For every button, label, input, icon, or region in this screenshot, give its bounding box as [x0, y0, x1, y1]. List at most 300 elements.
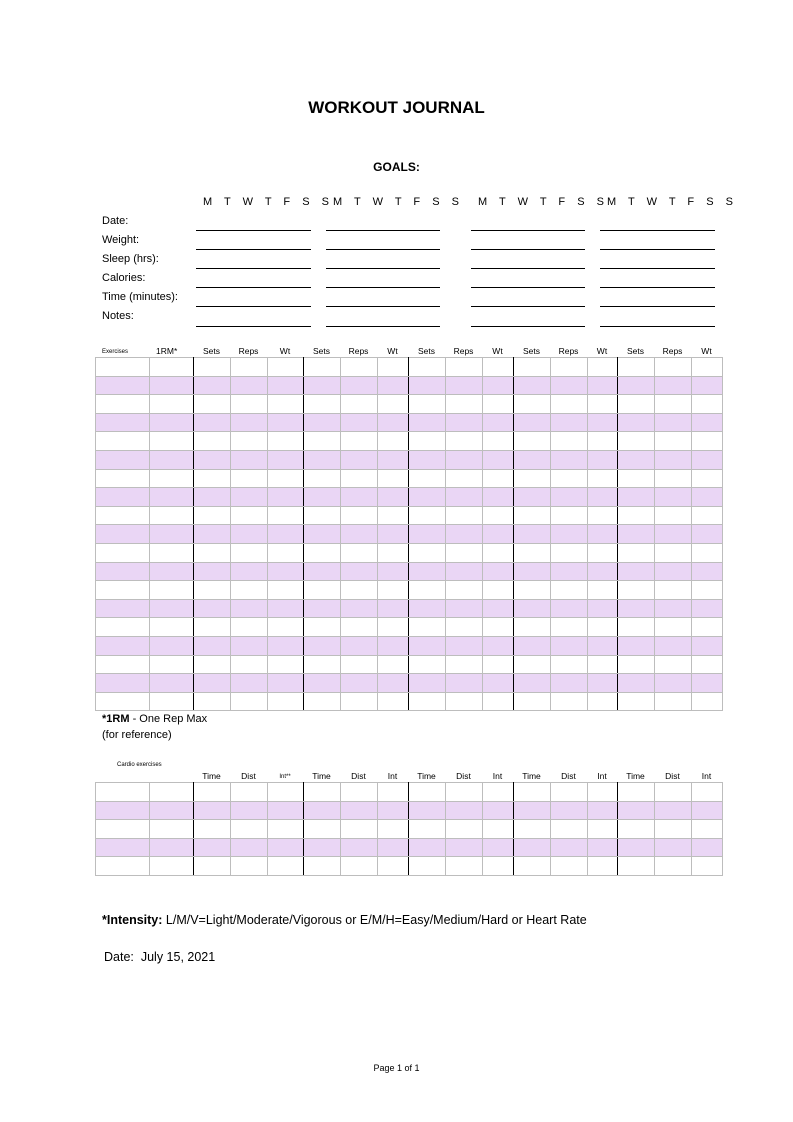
table-cell[interactable]: [551, 562, 588, 581]
table-cell[interactable]: [96, 358, 150, 377]
table-cell[interactable]: [96, 432, 150, 451]
table-cell[interactable]: [304, 358, 341, 377]
table-cell[interactable]: [231, 636, 268, 655]
table-cell[interactable]: [268, 618, 304, 637]
table-cell[interactable]: [483, 692, 514, 711]
table-cell[interactable]: [409, 376, 446, 395]
table-cell[interactable]: [551, 358, 588, 377]
table-cell[interactable]: [655, 838, 692, 857]
table-cell[interactable]: [446, 636, 483, 655]
table-cell[interactable]: [194, 450, 231, 469]
table-cell[interactable]: [514, 636, 551, 655]
table-cell[interactable]: [655, 506, 692, 525]
table-cell[interactable]: [341, 469, 378, 488]
table-cell[interactable]: [378, 432, 409, 451]
table-cell[interactable]: [409, 820, 446, 839]
table-cell[interactable]: [231, 783, 268, 802]
table-cell[interactable]: [409, 395, 446, 414]
table-cell[interactable]: [483, 783, 514, 802]
table-cell[interactable]: [483, 857, 514, 876]
table-cell[interactable]: [655, 783, 692, 802]
table-cell[interactable]: [378, 358, 409, 377]
entry-line[interactable]: [326, 249, 440, 250]
entry-line[interactable]: [600, 326, 715, 327]
table-cell[interactable]: [551, 801, 588, 820]
table-cell[interactable]: [514, 618, 551, 637]
table-cell[interactable]: [378, 599, 409, 618]
table-cell[interactable]: [551, 488, 588, 507]
table-cell[interactable]: [618, 674, 655, 693]
table-cell[interactable]: [446, 376, 483, 395]
table-cell[interactable]: [231, 618, 268, 637]
table-cell[interactable]: [231, 432, 268, 451]
table-cell[interactable]: [96, 469, 150, 488]
table-cell[interactable]: [150, 525, 194, 544]
table-cell[interactable]: [96, 838, 150, 857]
table-cell[interactable]: [618, 801, 655, 820]
table-cell[interactable]: [96, 581, 150, 600]
table-cell[interactable]: [692, 581, 723, 600]
table-cell[interactable]: [194, 801, 231, 820]
table-cell[interactable]: [551, 655, 588, 674]
table-cell[interactable]: [655, 358, 692, 377]
table-cell[interactable]: [692, 413, 723, 432]
table-cell[interactable]: [446, 838, 483, 857]
table-cell[interactable]: [692, 618, 723, 637]
table-cell[interactable]: [150, 857, 194, 876]
table-cell[interactable]: [446, 820, 483, 839]
table-cell[interactable]: [551, 692, 588, 711]
table-cell[interactable]: [588, 674, 618, 693]
table-cell[interactable]: [514, 599, 551, 618]
table-cell[interactable]: [268, 432, 304, 451]
table-cell[interactable]: [692, 469, 723, 488]
table-cell[interactable]: [514, 562, 551, 581]
table-cell[interactable]: [551, 525, 588, 544]
table-cell[interactable]: [588, 692, 618, 711]
table-cell[interactable]: [692, 655, 723, 674]
table-cell[interactable]: [655, 655, 692, 674]
table-cell[interactable]: [378, 543, 409, 562]
table-cell[interactable]: [378, 618, 409, 637]
table-cell[interactable]: [409, 674, 446, 693]
table-cell[interactable]: [618, 562, 655, 581]
table-cell[interactable]: [304, 450, 341, 469]
table-cell[interactable]: [446, 692, 483, 711]
table-cell[interactable]: [655, 543, 692, 562]
table-cell[interactable]: [588, 581, 618, 600]
table-cell[interactable]: [378, 655, 409, 674]
table-cell[interactable]: [446, 857, 483, 876]
table-cell[interactable]: [268, 506, 304, 525]
table-cell[interactable]: [588, 506, 618, 525]
table-cell[interactable]: [692, 543, 723, 562]
table-cell[interactable]: [514, 674, 551, 693]
table-cell[interactable]: [588, 376, 618, 395]
table-cell[interactable]: [378, 581, 409, 600]
table-cell[interactable]: [150, 506, 194, 525]
table-cell[interactable]: [618, 488, 655, 507]
table-cell[interactable]: [378, 692, 409, 711]
table-cell[interactable]: [588, 783, 618, 802]
table-cell[interactable]: [409, 581, 446, 600]
table-cell[interactable]: [268, 581, 304, 600]
table-cell[interactable]: [409, 488, 446, 507]
table-cell[interactable]: [692, 450, 723, 469]
table-cell[interactable]: [231, 469, 268, 488]
table-cell[interactable]: [588, 655, 618, 674]
table-cell[interactable]: [551, 413, 588, 432]
table-cell[interactable]: [551, 618, 588, 637]
table-cell[interactable]: [304, 525, 341, 544]
table-cell[interactable]: [378, 562, 409, 581]
table-cell[interactable]: [409, 562, 446, 581]
table-cell[interactable]: [194, 636, 231, 655]
table-cell[interactable]: [514, 857, 551, 876]
table-cell[interactable]: [304, 432, 341, 451]
table-cell[interactable]: [618, 469, 655, 488]
table-cell[interactable]: [692, 395, 723, 414]
entry-line[interactable]: [196, 326, 311, 327]
table-cell[interactable]: [588, 413, 618, 432]
table-cell[interactable]: [150, 618, 194, 637]
table-cell[interactable]: [341, 358, 378, 377]
table-cell[interactable]: [378, 674, 409, 693]
table-cell[interactable]: [483, 488, 514, 507]
table-cell[interactable]: [692, 525, 723, 544]
table-cell[interactable]: [194, 525, 231, 544]
entry-line[interactable]: [471, 326, 585, 327]
table-cell[interactable]: [378, 857, 409, 876]
table-cell[interactable]: [194, 618, 231, 637]
table-cell[interactable]: [378, 636, 409, 655]
table-cell[interactable]: [231, 581, 268, 600]
table-cell[interactable]: [96, 543, 150, 562]
table-cell[interactable]: [618, 432, 655, 451]
table-cell[interactable]: [514, 395, 551, 414]
entry-line[interactable]: [471, 230, 585, 231]
table-cell[interactable]: [446, 618, 483, 637]
table-cell[interactable]: [96, 801, 150, 820]
table-cell[interactable]: [268, 838, 304, 857]
table-cell[interactable]: [483, 801, 514, 820]
table-cell[interactable]: [341, 525, 378, 544]
table-cell[interactable]: [446, 469, 483, 488]
table-cell[interactable]: [409, 692, 446, 711]
table-cell[interactable]: [446, 801, 483, 820]
table-cell[interactable]: [194, 376, 231, 395]
table-cell[interactable]: [446, 358, 483, 377]
table-cell[interactable]: [618, 581, 655, 600]
table-cell[interactable]: [483, 506, 514, 525]
table-cell[interactable]: [268, 488, 304, 507]
table-cell[interactable]: [655, 395, 692, 414]
table-cell[interactable]: [268, 820, 304, 839]
entry-line[interactable]: [600, 249, 715, 250]
table-cell[interactable]: [483, 599, 514, 618]
table-cell[interactable]: [514, 525, 551, 544]
table-cell[interactable]: [514, 432, 551, 451]
table-cell[interactable]: [409, 506, 446, 525]
table-cell[interactable]: [341, 432, 378, 451]
table-cell[interactable]: [446, 562, 483, 581]
table-cell[interactable]: [588, 358, 618, 377]
table-cell[interactable]: [378, 783, 409, 802]
table-cell[interactable]: [304, 562, 341, 581]
table-cell[interactable]: [446, 655, 483, 674]
table-cell[interactable]: [692, 838, 723, 857]
table-cell[interactable]: [341, 655, 378, 674]
table-cell[interactable]: [588, 395, 618, 414]
table-cell[interactable]: [588, 450, 618, 469]
table-cell[interactable]: [655, 413, 692, 432]
entry-line[interactable]: [600, 268, 715, 269]
table-cell[interactable]: [96, 376, 150, 395]
table-cell[interactable]: [96, 599, 150, 618]
table-cell[interactable]: [150, 599, 194, 618]
table-cell[interactable]: [692, 376, 723, 395]
table-cell[interactable]: [268, 783, 304, 802]
table-cell[interactable]: [96, 413, 150, 432]
table-cell[interactable]: [150, 581, 194, 600]
table-cell[interactable]: [446, 543, 483, 562]
entry-line[interactable]: [196, 230, 311, 231]
table-cell[interactable]: [655, 801, 692, 820]
table-cell[interactable]: [514, 655, 551, 674]
table-cell[interactable]: [194, 655, 231, 674]
table-cell[interactable]: [655, 857, 692, 876]
table-cell[interactable]: [514, 801, 551, 820]
table-cell[interactable]: [231, 838, 268, 857]
table-cell[interactable]: [692, 488, 723, 507]
entry-line[interactable]: [600, 287, 715, 288]
table-cell[interactable]: [231, 857, 268, 876]
table-cell[interactable]: [304, 618, 341, 637]
table-cell[interactable]: [150, 562, 194, 581]
table-cell[interactable]: [304, 376, 341, 395]
table-cell[interactable]: [268, 469, 304, 488]
table-cell[interactable]: [514, 506, 551, 525]
table-cell[interactable]: [341, 413, 378, 432]
table-cell[interactable]: [692, 692, 723, 711]
table-cell[interactable]: [304, 820, 341, 839]
table-cell[interactable]: [150, 636, 194, 655]
table-cell[interactable]: [655, 618, 692, 637]
table-cell[interactable]: [514, 838, 551, 857]
table-cell[interactable]: [588, 857, 618, 876]
table-cell[interactable]: [551, 599, 588, 618]
table-cell[interactable]: [194, 506, 231, 525]
table-cell[interactable]: [96, 562, 150, 581]
table-cell[interactable]: [692, 857, 723, 876]
table-cell[interactable]: [231, 655, 268, 674]
table-cell[interactable]: [409, 525, 446, 544]
table-cell[interactable]: [588, 820, 618, 839]
table-cell[interactable]: [692, 801, 723, 820]
table-cell[interactable]: [341, 674, 378, 693]
table-cell[interactable]: [692, 358, 723, 377]
table-cell[interactable]: [341, 506, 378, 525]
table-cell[interactable]: [194, 469, 231, 488]
table-cell[interactable]: [588, 618, 618, 637]
table-cell[interactable]: [692, 562, 723, 581]
table-cell[interactable]: [268, 562, 304, 581]
table-cell[interactable]: [551, 432, 588, 451]
table-cell[interactable]: [150, 655, 194, 674]
table-cell[interactable]: [655, 820, 692, 839]
table-cell[interactable]: [588, 525, 618, 544]
table-cell[interactable]: [655, 488, 692, 507]
table-cell[interactable]: [618, 395, 655, 414]
table-cell[interactable]: [150, 543, 194, 562]
table-cell[interactable]: [618, 358, 655, 377]
table-cell[interactable]: [446, 488, 483, 507]
entry-line[interactable]: [326, 326, 440, 327]
table-cell[interactable]: [194, 857, 231, 876]
table-cell[interactable]: [96, 820, 150, 839]
table-cell[interactable]: [483, 432, 514, 451]
table-cell[interactable]: [268, 358, 304, 377]
table-cell[interactable]: [655, 581, 692, 600]
table-cell[interactable]: [231, 358, 268, 377]
table-cell[interactable]: [446, 674, 483, 693]
table-cell[interactable]: [483, 358, 514, 377]
table-cell[interactable]: [194, 838, 231, 857]
table-cell[interactable]: [341, 599, 378, 618]
table-cell[interactable]: [618, 376, 655, 395]
table-cell[interactable]: [409, 618, 446, 637]
table-cell[interactable]: [409, 413, 446, 432]
table-cell[interactable]: [514, 413, 551, 432]
table-cell[interactable]: [483, 838, 514, 857]
table-cell[interactable]: [96, 618, 150, 637]
table-cell[interactable]: [618, 599, 655, 618]
table-cell[interactable]: [194, 581, 231, 600]
table-cell[interactable]: [150, 469, 194, 488]
table-cell[interactable]: [341, 820, 378, 839]
table-cell[interactable]: [341, 618, 378, 637]
table-cell[interactable]: [194, 692, 231, 711]
table-cell[interactable]: [268, 525, 304, 544]
table-cell[interactable]: [268, 655, 304, 674]
table-cell[interactable]: [231, 820, 268, 839]
entry-line[interactable]: [471, 249, 585, 250]
table-cell[interactable]: [692, 674, 723, 693]
table-cell[interactable]: [231, 562, 268, 581]
table-cell[interactable]: [551, 469, 588, 488]
table-cell[interactable]: [150, 450, 194, 469]
table-cell[interactable]: [446, 581, 483, 600]
entry-line[interactable]: [471, 306, 585, 307]
table-cell[interactable]: [409, 857, 446, 876]
table-cell[interactable]: [378, 525, 409, 544]
table-cell[interactable]: [96, 636, 150, 655]
table-cell[interactable]: [341, 801, 378, 820]
table-cell[interactable]: [618, 636, 655, 655]
table-cell[interactable]: [514, 581, 551, 600]
table-cell[interactable]: [551, 376, 588, 395]
table-cell[interactable]: [588, 636, 618, 655]
table-cell[interactable]: [446, 599, 483, 618]
table-cell[interactable]: [194, 413, 231, 432]
table-cell[interactable]: [231, 543, 268, 562]
table-cell[interactable]: [618, 525, 655, 544]
table-cell[interactable]: [341, 543, 378, 562]
table-cell[interactable]: [483, 636, 514, 655]
table-cell[interactable]: [551, 395, 588, 414]
table-cell[interactable]: [514, 376, 551, 395]
entry-line[interactable]: [196, 268, 311, 269]
table-cell[interactable]: [514, 692, 551, 711]
table-cell[interactable]: [655, 562, 692, 581]
table-cell[interactable]: [483, 581, 514, 600]
table-cell[interactable]: [692, 599, 723, 618]
table-cell[interactable]: [483, 376, 514, 395]
table-cell[interactable]: [304, 599, 341, 618]
table-cell[interactable]: [268, 801, 304, 820]
table-cell[interactable]: [150, 801, 194, 820]
table-cell[interactable]: [551, 820, 588, 839]
table-cell[interactable]: [514, 543, 551, 562]
table-cell[interactable]: [618, 543, 655, 562]
table-cell[interactable]: [194, 358, 231, 377]
table-cell[interactable]: [150, 432, 194, 451]
table-cell[interactable]: [551, 857, 588, 876]
table-cell[interactable]: [96, 692, 150, 711]
table-cell[interactable]: [150, 488, 194, 507]
table-cell[interactable]: [514, 783, 551, 802]
table-cell[interactable]: [446, 506, 483, 525]
table-cell[interactable]: [655, 450, 692, 469]
entry-line[interactable]: [600, 230, 715, 231]
table-cell[interactable]: [446, 413, 483, 432]
table-cell[interactable]: [304, 692, 341, 711]
table-cell[interactable]: [514, 450, 551, 469]
table-cell[interactable]: [304, 395, 341, 414]
table-cell[interactable]: [268, 674, 304, 693]
table-cell[interactable]: [194, 432, 231, 451]
table-cell[interactable]: [551, 543, 588, 562]
table-cell[interactable]: [483, 543, 514, 562]
table-cell[interactable]: [378, 376, 409, 395]
table-cell[interactable]: [231, 506, 268, 525]
table-cell[interactable]: [483, 820, 514, 839]
table-cell[interactable]: [304, 506, 341, 525]
table-cell[interactable]: [231, 525, 268, 544]
table-cell[interactable]: [150, 358, 194, 377]
table-cell[interactable]: [378, 838, 409, 857]
table-cell[interactable]: [231, 450, 268, 469]
table-cell[interactable]: [194, 820, 231, 839]
entry-line[interactable]: [196, 306, 311, 307]
table-cell[interactable]: [551, 783, 588, 802]
table-cell[interactable]: [551, 674, 588, 693]
table-cell[interactable]: [150, 376, 194, 395]
table-cell[interactable]: [96, 525, 150, 544]
table-cell[interactable]: [655, 432, 692, 451]
table-cell[interactable]: [409, 636, 446, 655]
table-cell[interactable]: [268, 857, 304, 876]
table-cell[interactable]: [409, 432, 446, 451]
table-cell[interactable]: [304, 543, 341, 562]
table-cell[interactable]: [231, 801, 268, 820]
table-cell[interactable]: [268, 450, 304, 469]
table-cell[interactable]: [692, 432, 723, 451]
table-cell[interactable]: [341, 562, 378, 581]
table-cell[interactable]: [194, 599, 231, 618]
table-cell[interactable]: [483, 655, 514, 674]
table-cell[interactable]: [588, 838, 618, 857]
